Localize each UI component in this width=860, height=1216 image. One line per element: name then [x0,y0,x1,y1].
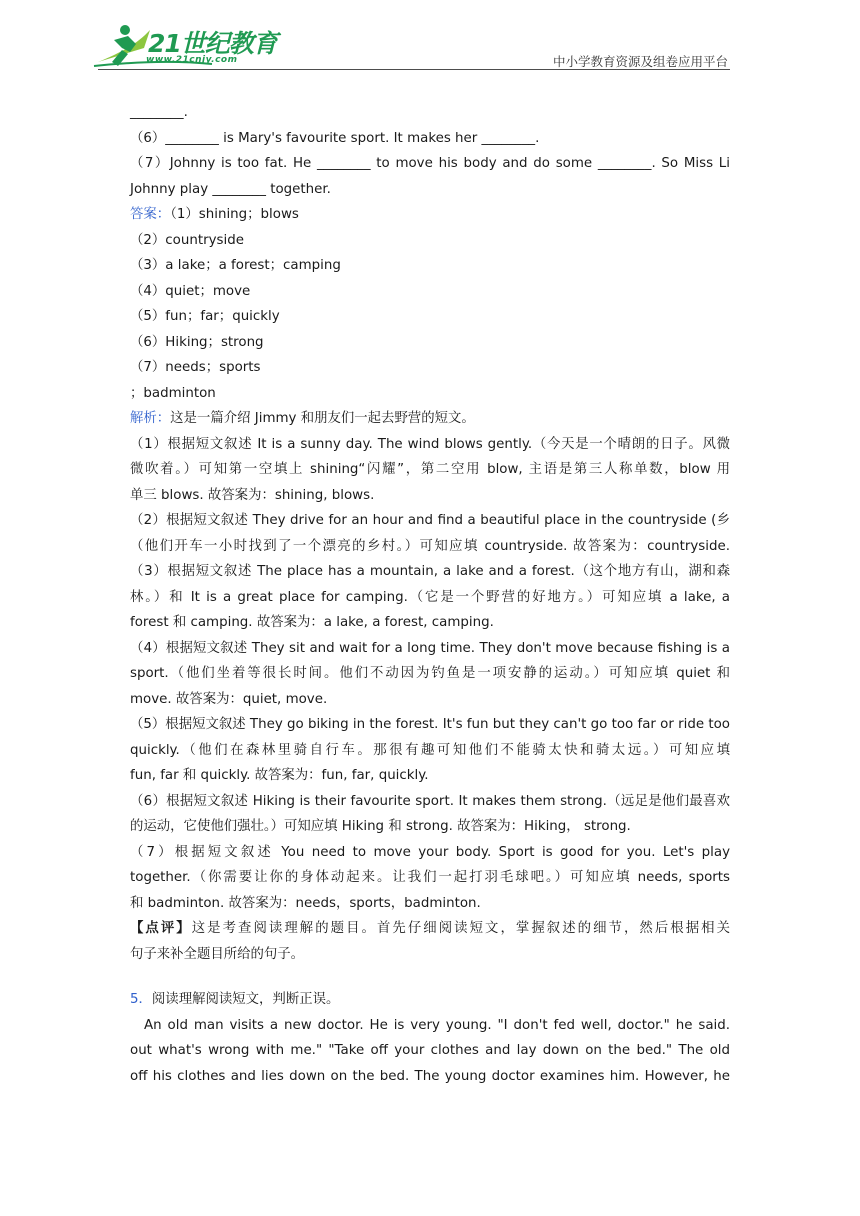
analysis-line: quickly.（他们在森林里骑自行车。那很有趣可知他们不能骑太快和骑太远。）可知应填 [130,742,730,758]
passage-line: off his clothes and lies down on the bed. The young doctor examines him. However, he [130,1068,730,1084]
analysis-line: （5）根据短文叙述 They go biking in the forest. It's fun but they can't go too far or ride too [130,717,730,732]
analysis-intro: 解析：这是一篇介绍 Jimmy 和朋友们一起去野营的短文。 [130,411,475,426]
analysis-line: move. 故答案为：quiet, move. [130,691,328,707]
answer-line [130,202,730,228]
analysis-line: 和 badminton. 故答案为：needs，sports，badminton. [130,895,481,911]
header-divider [98,69,730,70]
analysis-line: （3）根据短文叙述 The place has a mountain, a lake and a forest.（这个地方有山，湖和森 [130,564,730,579]
analysis-line: （1）根据短文叙述 It is a sunny day. The wind blows gently.（今天是一个晴朗的日子。风微 [130,436,730,452]
answer-item: （2）countryside [130,232,244,248]
document-body [130,100,730,1089]
passage-line: An old man visits a new doctor. He is very young. "I don't fed well, doctor." he said. [144,1017,730,1033]
analysis-line: （2）根据短文叙述 They drive for an hour and find a beautiful place in the countryside (乡 [130,513,730,528]
comment-label: 【点评】 [130,921,192,936]
analysis-line: 微吹着。）可知第一空填上 shining“闪耀”，第二空用 blow, 主语是第三人称单数，blow 用 [130,462,730,477]
analysis-line: 林。）和 It is a great place for camping.（它是一个野营的好地方。）可知应填 a lake, a [130,589,730,605]
question5-heading [130,987,730,1013]
answer-item: （5）fun；far；quickly [130,309,280,324]
page-header [0,0,860,80]
answer-item: （4）quiet；move [130,283,251,299]
analysis-line: together.（你需要让你的身体动起来。让我们一起打羽毛球吧。）可知应填 needs, sports [130,870,730,885]
analysis-line: （他们开车一小时找到了一个漂亮的乡村。）可知应填 countryside. 故答案为：countryside. [130,538,730,554]
analysis-line: fun, far 和 quickly. 故答案为：fun, far, quickly. [130,768,429,783]
logo-url: www.21cnjy.com [146,55,238,65]
analysis-line: 的运动，它使他们强壮。）可知应填 Hiking 和 strong. 故答案为：Hiking， strong. [130,819,631,834]
analysis-line: （7）根据短文叙述 You need to move your body. Sport is good for you. Let's play [130,844,730,860]
question-line: ________. [130,105,188,120]
logo-text: 21世纪教育 [148,29,277,58]
analysis-line: sport.（他们坐着等很长时间。他们不动因为钓鱼是一项安静的运动。）可知应填 quiet 和 [130,666,730,681]
analysis-line: （6）根据短文叙述 Hiking is their favourite sport. It makes them strong.（远足是他们最喜欢 [130,793,730,809]
question-title: 阅读理解阅读短文，判断正误。 [151,992,340,1007]
analysis-line: 单三 blows. 故答案为：shining, blows. [130,487,375,503]
answer-item: （7）needs；sports [130,360,261,375]
platform-name: 中小学教育资源及组卷应用平台 [552,54,728,69]
analysis-line: forest 和 camping. 故答案为：a lake, a forest, camping. [130,615,494,630]
question-line: （6）________ is Mary's favourite sport. It makes her ________. [130,130,540,146]
answer-label: 答案： [130,207,171,222]
answer-item: （3）a lake；a forest；camping [130,258,341,273]
answer-item: ；badminton [130,385,216,401]
question-line: （7）Johnny is too fat. He ________ to move his body and do some ________. So Miss Li [130,156,730,171]
answer-item: （1）shining；blows [170,207,299,222]
question-line: Johnny play ________ together. [130,181,331,197]
analysis-line: （4）根据短文叙述 They sit and wait for a long time. They don't move because fishing is a [130,640,730,656]
passage-line: out what's wrong with me." "Take off your clothes and lay down on the bed." The old [130,1043,730,1058]
comment-line: 句子来补全题目所给的句子。 [130,946,305,962]
answer-item: （6）Hiking；strong [130,334,264,350]
question-number: 5． [130,992,152,1007]
comment-line: 【点评】这是考查阅读理解的题目。首先仔细阅读短文，掌握叙述的细节，然后根据相关 [130,921,730,936]
analysis-label: 解析： [130,411,171,426]
